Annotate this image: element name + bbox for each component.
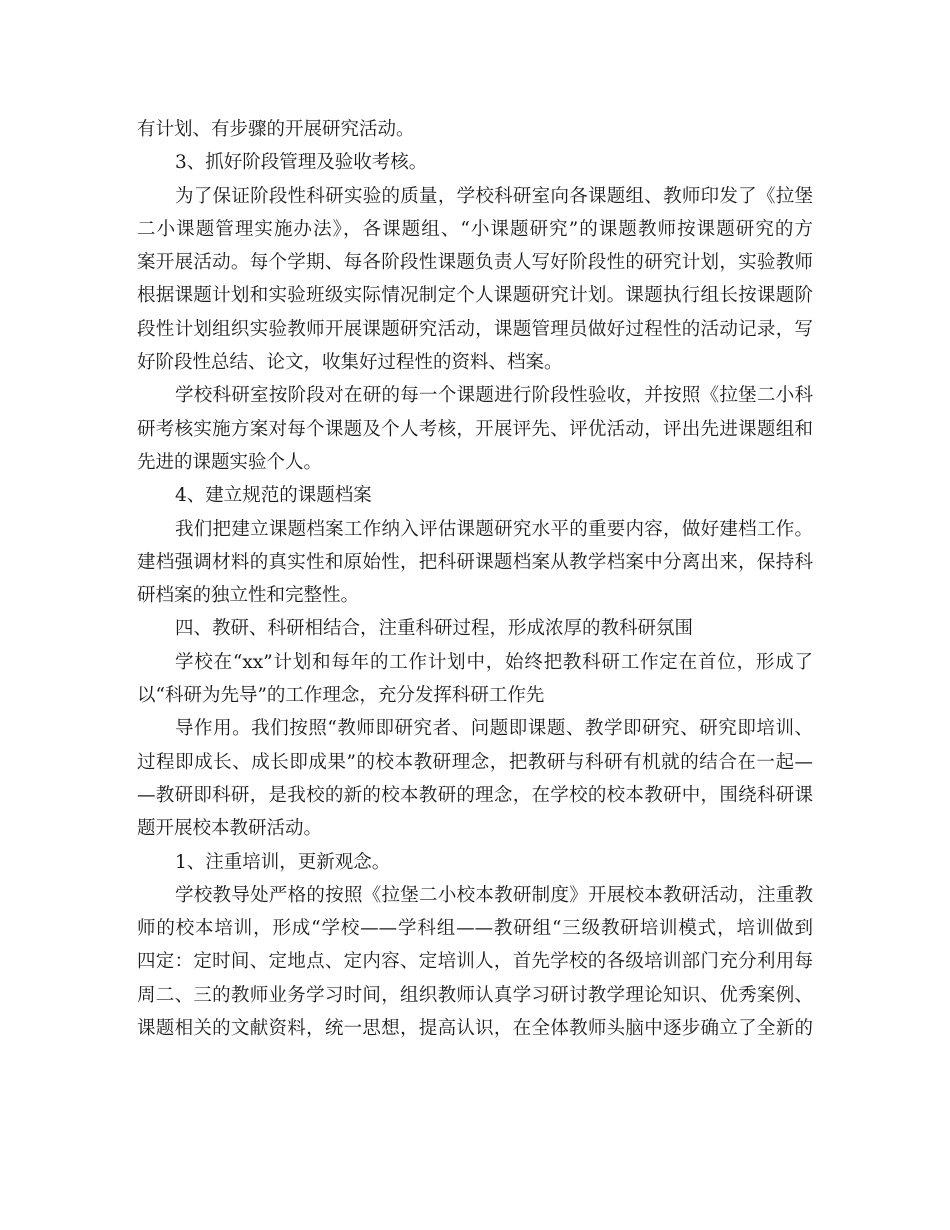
text-line-content: 二小课题管理实施办法》，各课题组、“小课题研究”的课题教师按课题研究的方: [137, 218, 813, 240]
text-line-content: 段性计划组织实验教师开展课题研究活动，课题管理员做好过程性的活动记录，写: [137, 318, 813, 340]
text-line: [137, 712, 813, 745]
text-line-content: 学校教导处严格的按照《拉堡二小校本教研制度》开展校本教研活动，注重教: [175, 884, 813, 906]
text-line: [137, 379, 813, 412]
text-line-content: 根据课题计划和实验班级实际情况制定个人课题研究计划。课题执行组长按课题阶: [137, 285, 813, 307]
text-line-content: 四定：定时间、定地点、定内容、定培训人，首先学校的各级培训部门充分利用每: [137, 951, 813, 973]
text-line: [137, 812, 813, 845]
text-line: [137, 612, 813, 645]
text-line-content: —教研即科研，是我校的新的校本教研的理念，在学校的校本教研中，围绕科研课: [137, 784, 813, 806]
text-line-content: 周二、三的教师业务学习时间，组织教师认真学习研讨教学理论知识、优秀案例、: [137, 984, 813, 1006]
text-line: [137, 346, 813, 379]
text-line-content: 有计划、有步骤的开展研究活动。: [137, 119, 415, 140]
text-line-content: 题开展校本教研活动。: [137, 818, 323, 840]
text-line: [137, 246, 813, 279]
text-line-content: 研档案的独立性和完整性。: [137, 585, 360, 607]
text-line-content: 学校科研室按阶段对在研的每一个课题进行阶段性验收，并按照《拉堡二小科: [175, 385, 813, 407]
text-line-content: 过程即成长、成长即成果”的校本教研理念，把教研与科研有机就的结合在一起—: [137, 751, 813, 773]
text-line-content: 好阶段性总结、论文，收集好过程性的资料、档案。: [137, 352, 563, 374]
text-line: [137, 479, 813, 512]
text-line-content: 先进的课题实验个人。: [137, 451, 323, 473]
text-line: [137, 879, 813, 912]
text-line: [137, 846, 813, 879]
text-line-content: 为了保证阶段性科研实验的质量，学校科研室向各课题组、教师印发了《拉堡: [175, 185, 813, 207]
text-line: [137, 979, 813, 1012]
text-line-content: 3、抓好阶段管理及验收考核。: [175, 152, 428, 174]
text-line: [137, 945, 813, 978]
text-line: [137, 579, 813, 612]
text-line-content: 师的校本培训，形成“学校——学科组——教研组“三级教研培训模式，培训做到: [137, 918, 813, 940]
text-line-content: 案开展活动。每个学期、每各阶段性课题负责人写好阶段性的研究计划，实验教师: [137, 252, 813, 274]
text-line-content: 四、教研、科研相结合，注重科研过程，形成浓厚的教科研氛围: [175, 618, 694, 640]
text-line-content: 导作用。我们按照“教师即研究者、问题即课题、教学即研究、研究即培训、: [175, 718, 813, 740]
text-line: [137, 746, 813, 779]
text-line-content: 建档强调材料的真实性和原始性，把科研课题档案从教学档案中分离出来，保持科: [137, 551, 813, 573]
text-line-content: 以“科研为先导”的工作理念，充分发挥科研工作先: [137, 685, 545, 707]
text-line: [137, 146, 813, 179]
document-body: [137, 113, 813, 1045]
text-line: [137, 679, 813, 712]
text-line: [137, 1012, 813, 1045]
text-line: [137, 912, 813, 945]
text-line-content: 1、注重培训，更新观念。: [175, 851, 391, 873]
text-line: [137, 513, 813, 546]
text-line: [137, 779, 813, 812]
text-line-content: 4、建立规范的课题档案: [175, 485, 372, 507]
text-line: [137, 413, 813, 446]
text-line: [137, 113, 813, 146]
text-line: [137, 279, 813, 312]
text-line-content: 学校在“xx”计划和每年的工作计划中，始终把教科研工作定在首位，形成了: [175, 651, 813, 673]
text-line: [137, 180, 813, 213]
text-line: [137, 313, 813, 346]
text-line: [137, 546, 813, 579]
text-line: [137, 646, 813, 679]
text-line-content: 课题相关的文献资料，统一思想，提高认识，在全体教师头脑中逐步确立了全新的: [137, 1018, 813, 1040]
text-line: [137, 213, 813, 246]
text-line-content: 研考核实施方案对每个课题及个人考核，开展评先、评优活动，评出先进课题组和: [137, 418, 813, 440]
text-line: [137, 446, 813, 479]
text-line-content: 我们把建立课题档案工作纳入评估课题研究水平的重要内容，做好建档工作。: [175, 518, 813, 540]
